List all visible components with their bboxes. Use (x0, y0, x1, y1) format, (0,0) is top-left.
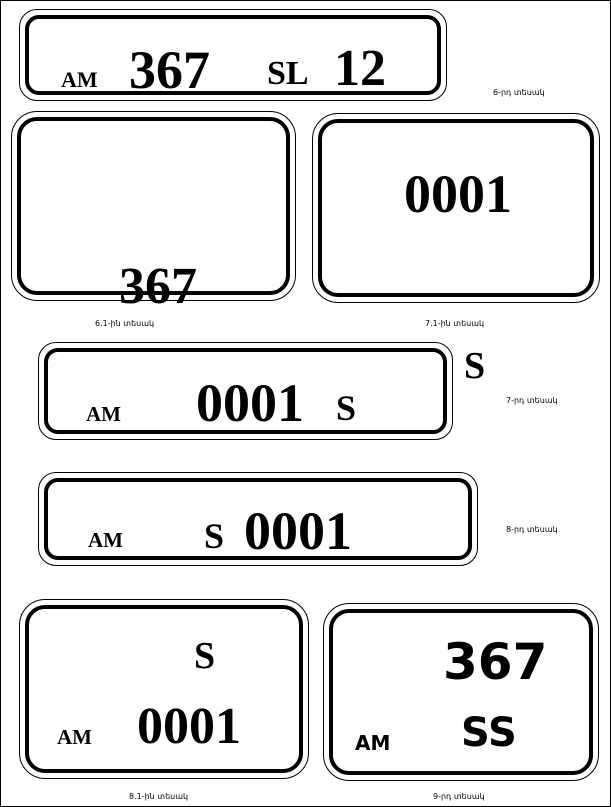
plate-country-code: AM (88, 528, 123, 552)
plate-number: 0001 (137, 698, 241, 755)
plate-region-code: 12 (334, 40, 386, 97)
plate-series: SL (267, 55, 309, 92)
license-plate-8-1 (19, 599, 309, 779)
plate-series: S (194, 635, 216, 677)
plate-country-code: AM (86, 402, 121, 426)
plate-country-code: AM (61, 67, 98, 92)
plate-inner-border (329, 609, 593, 775)
plate-content (29, 609, 299, 769)
plate-inner-border (17, 117, 290, 315)
plate-caption-8-1: 8.1-ին տեսակ (129, 792, 189, 801)
plate-number: 367 (129, 40, 210, 100)
plate-number: 0001 (244, 501, 352, 561)
plate-content (48, 482, 468, 561)
license-plate-8 (38, 472, 478, 566)
plate-series: S (336, 388, 357, 428)
plate-series: SS (461, 710, 517, 756)
plate-inner-border (44, 478, 472, 560)
plate-caption-8: 8-րդ տեսակ (506, 525, 558, 534)
plate-country-code: AM (355, 731, 391, 755)
plate-number: 0001 (404, 164, 512, 224)
plate-caption-7-1: 7.1-ին տեսակ (425, 319, 485, 328)
plate-caption-6: 6-րդ տեսակ (493, 88, 545, 97)
plate-country-code: AM (57, 725, 92, 749)
license-plate-9 (323, 603, 599, 781)
plate-series: S (204, 516, 225, 556)
plate-inner-border (25, 15, 441, 100)
plate-number: 0001 (196, 373, 304, 433)
plate-inner-border (44, 348, 447, 434)
plate-inner-border (25, 605, 303, 773)
plate-number: 367 (119, 258, 197, 315)
plate-number: 367 (443, 633, 548, 691)
license-plate-6-1 (11, 111, 296, 315)
plate-content (48, 352, 443, 433)
plate-content (29, 19, 437, 100)
plate-caption-9: 9-րդ տեսակ (433, 792, 485, 801)
plate-content (333, 613, 589, 771)
license-plate-6 (19, 9, 447, 101)
plate-caption-7: 7-րդ տեսակ (506, 396, 558, 405)
plate-content (21, 121, 286, 315)
license-plate-7 (38, 342, 453, 440)
plate-series: S (464, 345, 486, 387)
plate-caption-6-1: 6.1-ին տեսակ (95, 319, 155, 328)
